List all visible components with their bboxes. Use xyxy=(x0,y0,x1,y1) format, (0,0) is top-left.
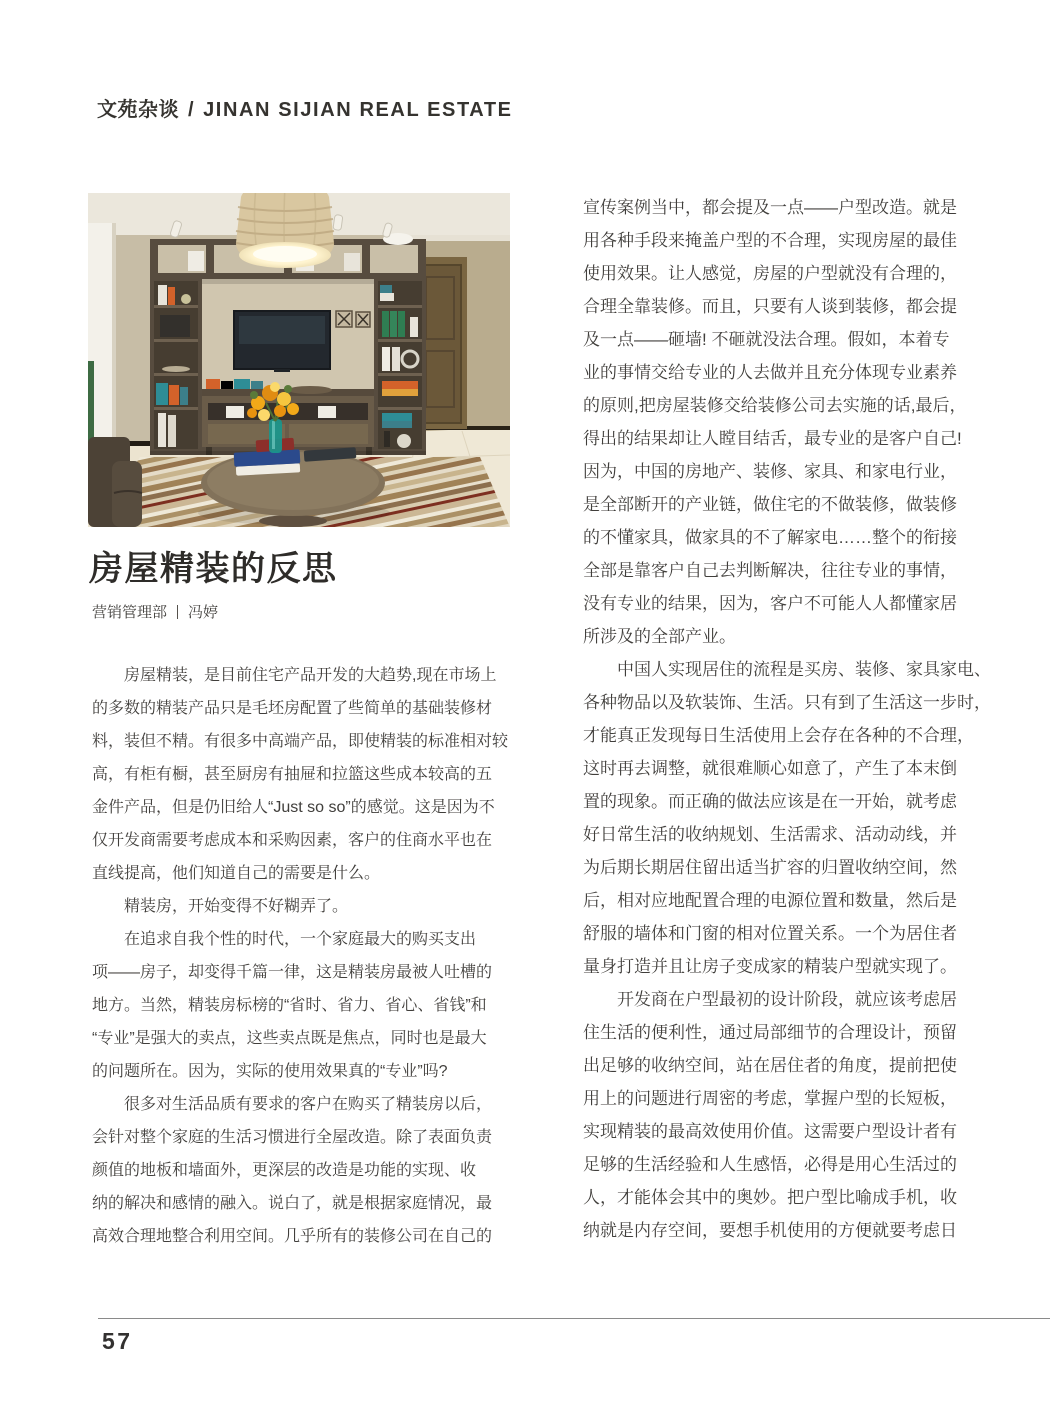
text-line: 因为，中国的房地产、装修、家具、和家电行业， xyxy=(583,462,957,481)
text-line: 地方。当然，精装房标榜的“省时、省力、省心、省钱”和 xyxy=(92,997,487,1014)
text-line: 所涉及的全部产业。 xyxy=(583,627,736,646)
text-line: 置的现象。而正确的做法应该是在一开始，就考虑 xyxy=(583,792,957,811)
text-line: 实现精装的最高效使用价值。这需要户型设计者有 xyxy=(583,1122,957,1141)
text-line: 高效合理地整合利用空间。几乎所有的装修公司在自己的 xyxy=(92,1228,493,1245)
text-line: 足够的生活经验和人生感悟，必得是用心生活过的 xyxy=(583,1155,957,1174)
section-label: 文苑杂谈 xyxy=(97,99,179,121)
text-line: 会针对整个家庭的生活习惯进行全屋改造。除了表面负责 xyxy=(92,1129,493,1146)
text-line: 的多数的精装产品只是毛坯房配置了些简单的基础装修材 xyxy=(92,700,493,717)
page-number: 57 xyxy=(102,1328,133,1354)
text-line: 宣传案例当中，都会提及一点——户型改造。就是 xyxy=(583,198,957,217)
text-line: 的原则,把房屋装修交给装修公司去实施的话,最后， xyxy=(583,396,967,415)
text-line: 高，有柜有橱，甚至厨房有抽屉和拉篮这些成本较高的五 xyxy=(92,766,493,783)
text-line: 直线提高，他们知道自己的需要是什么。 xyxy=(92,865,381,882)
article-title: 房屋精装的反思 xyxy=(89,551,338,588)
right-column xyxy=(583,191,991,1247)
text-line: 住生活的便利性，通过局部细节的合理设计，预留 xyxy=(583,1023,957,1042)
text-line: 使用效果。让人感觉，房屋的户型就没有合理的， xyxy=(583,264,957,283)
tv xyxy=(234,311,330,372)
text-line: 好日常生活的收纳规划、生活需求、活动动线，并 xyxy=(583,825,957,844)
text-line: 舒服的墙体和门窗的相对位置关系。一个为居住者 xyxy=(583,924,957,943)
text-line: 及一点——砸墙! 不砸就没法合理。假如，本着专 xyxy=(583,330,950,349)
text-line: 用各种手段来掩盖户型的不合理，实现房屋的最佳 xyxy=(583,231,957,250)
text-line: 很多对生活品质有要求的客户在购买了精装房以后， xyxy=(92,1096,493,1113)
text-line: 中国人实现居住的流程是买房、装修、家具家电、 xyxy=(583,660,991,679)
text-line: 用上的问题进行周密的考虑，掌握户型的长短板， xyxy=(583,1089,957,1108)
pendant-lamp xyxy=(236,193,334,268)
text-line: 全部是靠客户自己去判断解决，往往专业的事情， xyxy=(583,561,957,580)
magazine-title: JINAN SIJIAN REAL ESTATE xyxy=(203,99,513,121)
article-byline xyxy=(92,601,218,622)
text-line: 在追求自我个性的时代，一个家庭最大的购买支出 xyxy=(92,931,477,948)
text-line: “专业”是强大的卖点，这些卖点既是焦点，同时也是最大 xyxy=(92,1030,487,1047)
text-line: 后，相对应地配置合理的电源位置和数量，然后是 xyxy=(583,891,957,910)
byline-author: 冯婷 xyxy=(188,604,219,621)
text-line: 精装房，开始变得不好糊弄了。 xyxy=(92,898,349,915)
text-line: 得出的结果却让人瞠目结舌，最专业的是客户自己! xyxy=(583,429,962,448)
byline-separator xyxy=(177,605,178,619)
text-line: 业的事情交给专业的人去做并且充分体现专业素养 xyxy=(583,363,957,382)
text-line: 的问题所在。因为，实际的使用效果真的“专业”吗? xyxy=(92,1063,448,1080)
byline-department: 营销管理部 xyxy=(92,604,168,621)
text-line: 人，才能体会其中的奥妙。把户型比喻成手机，收 xyxy=(583,1188,957,1207)
article-photo xyxy=(88,193,510,527)
text-line: 料，装但不精。有很多中高端产品，即使精装的标准相对较 xyxy=(92,733,509,750)
text-line: 纳的解决和感情的融入。说白了，就是根据家庭情况，最 xyxy=(92,1195,493,1212)
text-line: 仅开发商需要考虑成本和采购因素，客户的住商水平也在 xyxy=(92,832,493,849)
text-line: 金件产品，但是仍旧给人“Just so so”的感觉。这是因为不 xyxy=(92,799,495,816)
text-line: 房屋精装，是目前住宅产品开发的大趋势,现在市场上 xyxy=(92,667,497,684)
text-line: 颜值的地板和墙面外，更深层的改造是功能的实现、收 xyxy=(92,1162,477,1179)
living-room-illustration xyxy=(88,193,510,527)
text-line: 这时再去调整，就很难顺心如意了，产生了本末倒 xyxy=(583,759,957,778)
text-line: 的不懂家具，做家具的不了解家电……整个的衔接 xyxy=(583,528,957,547)
text-line: 量身打造并且让房子变成家的精装户型就实现了。 xyxy=(583,957,957,976)
footer-rule xyxy=(98,1318,1050,1319)
text-line: 出足够的收纳空间，站在居住者的角度，提前把使 xyxy=(583,1056,957,1075)
text-line: 项——房子，却变得千篇一律，这是精装房最被人吐槽的 xyxy=(92,964,493,981)
text-line: 是全部断开的产业链，做住宅的不做装修，做装修 xyxy=(583,495,957,514)
left-column xyxy=(92,659,508,1253)
header-separator: / xyxy=(188,99,195,121)
text-line: 开发商在户型最初的设计阶段，就应该考虑居 xyxy=(583,990,957,1009)
text-line: 才能真正发现每日生活使用上会存在各种的不合理， xyxy=(583,726,974,745)
text-line: 合理全靠装修。而且，只要有人谈到装修，都会提 xyxy=(583,297,957,316)
text-line: 为后期长期居住留出适当扩容的归置收纳空间，然 xyxy=(583,858,957,877)
plant-leaf xyxy=(88,361,94,447)
page-header xyxy=(97,93,513,122)
text-line: 各种物品以及软装饰、生活。只有到了生活这一步时， xyxy=(583,693,991,712)
text-line: 纳就是内存空间，要想手机使用的方便就要考虑日 xyxy=(583,1221,957,1240)
text-line: 没有专业的结果，因为，客户不可能人人都懂家居 xyxy=(583,594,957,613)
